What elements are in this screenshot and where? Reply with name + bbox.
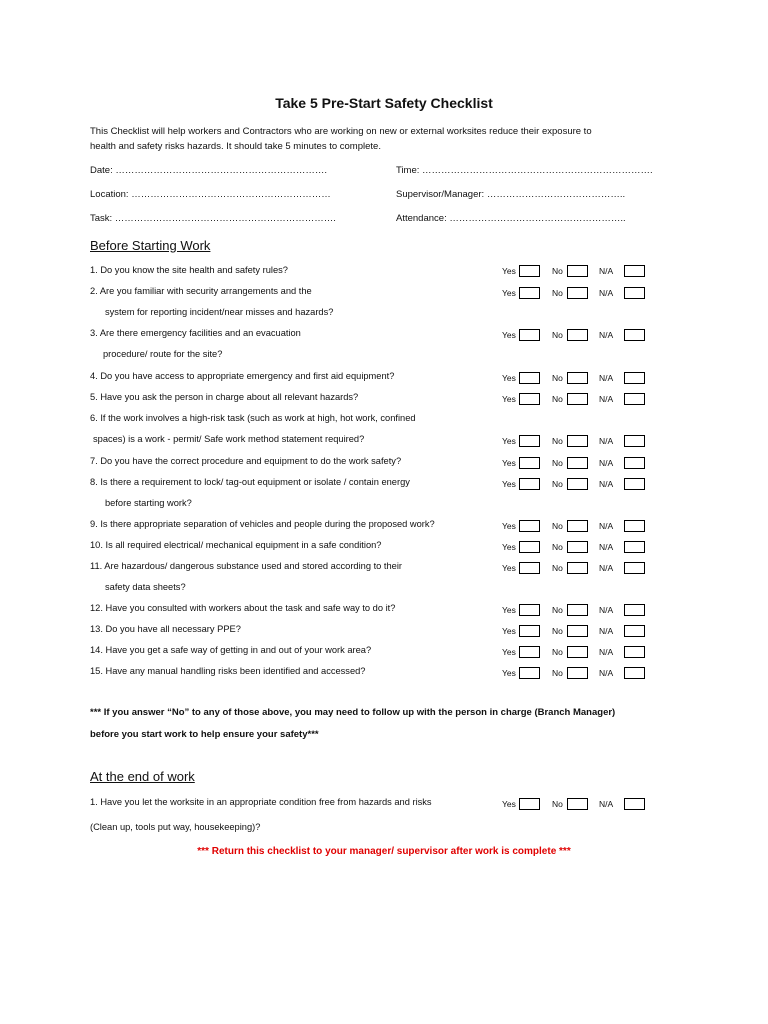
return-checklist-note: *** Return this checklist to your manager/ supervisor after work is complete *** (197, 846, 571, 857)
question-10-yes-label: Yes (502, 542, 516, 552)
question-2-na-label: N/A (599, 288, 614, 298)
end-question-1-text-line-1: 1. Have you let the worksite in an appropriate condition free from hazards and risks (90, 797, 432, 807)
question-8-yes-checkbox[interactable] (519, 478, 540, 490)
question-2-yes-label: Yes (502, 288, 516, 298)
question-9-text-line-1: 9. Is there appropriate separation of vehicles and people during the proposed work? (90, 519, 435, 529)
question-14-text-line-1: 14. Have you get a safe way of getting in and out of your work area? (90, 645, 372, 655)
question-3-text-line-2: procedure/ route for the site? (103, 349, 223, 359)
question-6-na-label: N/A (599, 436, 614, 446)
question-12-text-line-1: 12. Have you consulted with workers about the task and safe way to do it? (90, 603, 396, 613)
location-field[interactable]: Location: ……………………………………………………… (90, 189, 331, 200)
question-7-no-checkbox[interactable] (567, 457, 588, 469)
question-14-na-label: N/A (599, 647, 614, 657)
question-2-text-line-1: 2. Are you familiar with security arrangements and the (90, 286, 312, 296)
question-9-no-checkbox[interactable] (567, 520, 588, 532)
question-6-text-line-1: 6. If the work involves a high-risk task (such as work at high, hot work, confined (90, 413, 416, 423)
question-6-text-line-2: spaces) is a work - permit/ Safe work method statement required? (93, 434, 365, 444)
question-10-na-checkbox[interactable] (624, 541, 645, 553)
question-1-na-label: N/A (599, 266, 614, 276)
question-15-yes-label: Yes (502, 668, 516, 678)
supervisor-field[interactable]: Supervisor/Manager: …………………………………….. (396, 189, 626, 200)
question-13-no-label: No (552, 626, 563, 636)
question-7-yes-label: Yes (502, 458, 516, 468)
section-before-starting-work: Before Starting Work (90, 238, 211, 253)
question-1-yes-label: Yes (502, 266, 516, 276)
question-13-na-label: N/A (599, 626, 614, 636)
question-10-no-checkbox[interactable] (567, 541, 588, 553)
question-7-no-label: No (552, 458, 563, 468)
question-9-na-label: N/A (599, 521, 614, 531)
question-8-na-checkbox[interactable] (624, 478, 645, 490)
end-question-1-yes-label: Yes (502, 799, 516, 809)
intro-line-2: health and safety risks hazards. It should take 5 minutes to complete. (90, 141, 381, 152)
question-10-yes-checkbox[interactable] (519, 541, 540, 553)
question-4-no-label: No (552, 373, 563, 383)
question-14-no-checkbox[interactable] (567, 646, 588, 658)
question-14-no-label: No (552, 647, 563, 657)
question-2-yes-checkbox[interactable] (519, 287, 540, 299)
date-field[interactable]: Date: …………………………………………………………. (90, 165, 327, 176)
question-2-no-checkbox[interactable] (567, 287, 588, 299)
question-11-yes-label: Yes (502, 563, 516, 573)
question-7-na-label: N/A (599, 458, 614, 468)
question-13-yes-checkbox[interactable] (519, 625, 540, 637)
question-12-na-checkbox[interactable] (624, 604, 645, 616)
question-12-na-label: N/A (599, 605, 614, 615)
question-10-na-label: N/A (599, 542, 614, 552)
question-1-text-line-1: 1. Do you know the site health and safety rules? (90, 265, 288, 275)
section-end-of-work: At the end of work (90, 769, 195, 784)
question-7-yes-checkbox[interactable] (519, 457, 540, 469)
question-5-text-line-1: 5. Have you ask the person in charge about all relevant hazards? (90, 392, 359, 402)
question-5-na-label: N/A (599, 394, 614, 404)
question-4-yes-label: Yes (502, 373, 516, 383)
question-12-no-label: No (552, 605, 563, 615)
question-11-text-line-1: 11. Are hazardous/ dangerous substance used and stored according to their (90, 561, 402, 571)
question-12-no-checkbox[interactable] (567, 604, 588, 616)
end-question-1-na-label: N/A (599, 799, 614, 809)
question-8-text-line-2: before starting work? (105, 498, 192, 508)
question-1-yes-checkbox[interactable] (519, 265, 540, 277)
question-6-yes-checkbox[interactable] (519, 435, 540, 447)
question-3-na-label: N/A (599, 330, 614, 340)
question-15-no-checkbox[interactable] (567, 667, 588, 679)
question-15-yes-checkbox[interactable] (519, 667, 540, 679)
question-7-na-checkbox[interactable] (624, 457, 645, 469)
question-8-text-line-1: 8. Is there a requirement to lock/ tag-out equipment or isolate / contain energy (90, 477, 410, 487)
end-question-1-no-checkbox[interactable] (567, 798, 588, 810)
end-question-1-no-label: No (552, 799, 563, 809)
question-15-no-label: No (552, 668, 563, 678)
question-2-no-label: No (552, 288, 563, 298)
question-10-text-line-1: 10. Is all required electrical/ mechanical equipment in a safe condition? (90, 540, 382, 550)
question-9-yes-label: Yes (502, 521, 516, 531)
question-10-no-label: No (552, 542, 563, 552)
question-4-no-checkbox[interactable] (567, 372, 588, 384)
attendance-field[interactable]: Attendance: ……………………………………………….. (396, 213, 626, 224)
question-3-yes-checkbox[interactable] (519, 329, 540, 341)
question-13-yes-label: Yes (502, 626, 516, 636)
question-8-yes-label: Yes (502, 479, 516, 489)
question-11-no-label: No (552, 563, 563, 573)
question-9-na-checkbox[interactable] (624, 520, 645, 532)
intro-line-1: This Checklist will help workers and Contractors who are working on new or external worksites reduce their exposure to (90, 126, 592, 137)
question-8-no-checkbox[interactable] (567, 478, 588, 490)
question-13-text-line-1: 13. Do you have all necessary PPE? (90, 624, 241, 634)
question-5-yes-checkbox[interactable] (519, 393, 540, 405)
task-field[interactable]: Task: ……………………………………………………………. (90, 213, 336, 224)
question-5-no-checkbox[interactable] (567, 393, 588, 405)
question-12-yes-checkbox[interactable] (519, 604, 540, 616)
question-3-no-checkbox[interactable] (567, 329, 588, 341)
question-11-text-line-2: safety data sheets? (105, 582, 186, 592)
question-14-yes-checkbox[interactable] (519, 646, 540, 658)
question-8-no-label: No (552, 479, 563, 489)
question-2-na-checkbox[interactable] (624, 287, 645, 299)
time-field[interactable]: Time: ………………………………………………………………. (396, 165, 653, 176)
question-15-text-line-1: 15. Have any manual handling risks been identified and accessed? (90, 666, 366, 676)
question-5-no-label: No (552, 394, 563, 404)
end-question-1-yes-checkbox[interactable] (519, 798, 540, 810)
question-15-na-label: N/A (599, 668, 614, 678)
question-8-na-label: N/A (599, 479, 614, 489)
end-question-1-na-checkbox[interactable] (624, 798, 645, 810)
question-14-yes-label: Yes (502, 647, 516, 657)
question-15-na-checkbox[interactable] (624, 667, 645, 679)
question-2-text-line-2: system for reporting incident/near misses and hazards? (105, 307, 334, 317)
question-9-yes-checkbox[interactable] (519, 520, 540, 532)
question-1-no-checkbox[interactable] (567, 265, 588, 277)
question-3-yes-label: Yes (502, 330, 516, 340)
question-4-yes-checkbox[interactable] (519, 372, 540, 384)
question-13-na-checkbox[interactable] (624, 625, 645, 637)
question-3-na-checkbox[interactable] (624, 329, 645, 341)
question-6-no-label: No (552, 436, 563, 446)
question-4-na-label: N/A (599, 373, 614, 383)
question-12-yes-label: Yes (502, 605, 516, 615)
end-question-1-text-line-2: (Clean up, tools put way, housekeeping)? (90, 822, 261, 832)
question-6-no-checkbox[interactable] (567, 435, 588, 447)
question-3-text-line-1: 3. Are there emergency facilities and an evacuation (90, 328, 301, 338)
question-6-yes-label: Yes (502, 436, 516, 446)
question-7-text-line-1: 7. Do you have the correct procedure and equipment to do the work safety? (90, 456, 402, 466)
question-1-no-label: No (552, 266, 563, 276)
question-11-na-checkbox[interactable] (624, 562, 645, 574)
question-5-yes-label: Yes (502, 394, 516, 404)
question-11-yes-checkbox[interactable] (519, 562, 540, 574)
question-9-no-label: No (552, 521, 563, 531)
question-14-na-checkbox[interactable] (624, 646, 645, 658)
question-13-no-checkbox[interactable] (567, 625, 588, 637)
question-11-na-label: N/A (599, 563, 614, 573)
question-4-na-checkbox[interactable] (624, 372, 645, 384)
question-3-no-label: No (552, 330, 563, 340)
question-5-na-checkbox[interactable] (624, 393, 645, 405)
follow-up-note-line-1: *** If you answer “No” to any of those above, you may need to follow up with the person in charge (Branch Manager) (90, 707, 616, 718)
page-title: Take 5 Pre-Start Safety Checklist (275, 95, 493, 111)
follow-up-note-line-2: before you start work to help ensure your safety*** (90, 729, 319, 740)
question-4-text-line-1: 4. Do you have access to appropriate emergency and first aid equipment? (90, 371, 395, 381)
question-6-na-checkbox[interactable] (624, 435, 645, 447)
question-1-na-checkbox[interactable] (624, 265, 645, 277)
question-11-no-checkbox[interactable] (567, 562, 588, 574)
